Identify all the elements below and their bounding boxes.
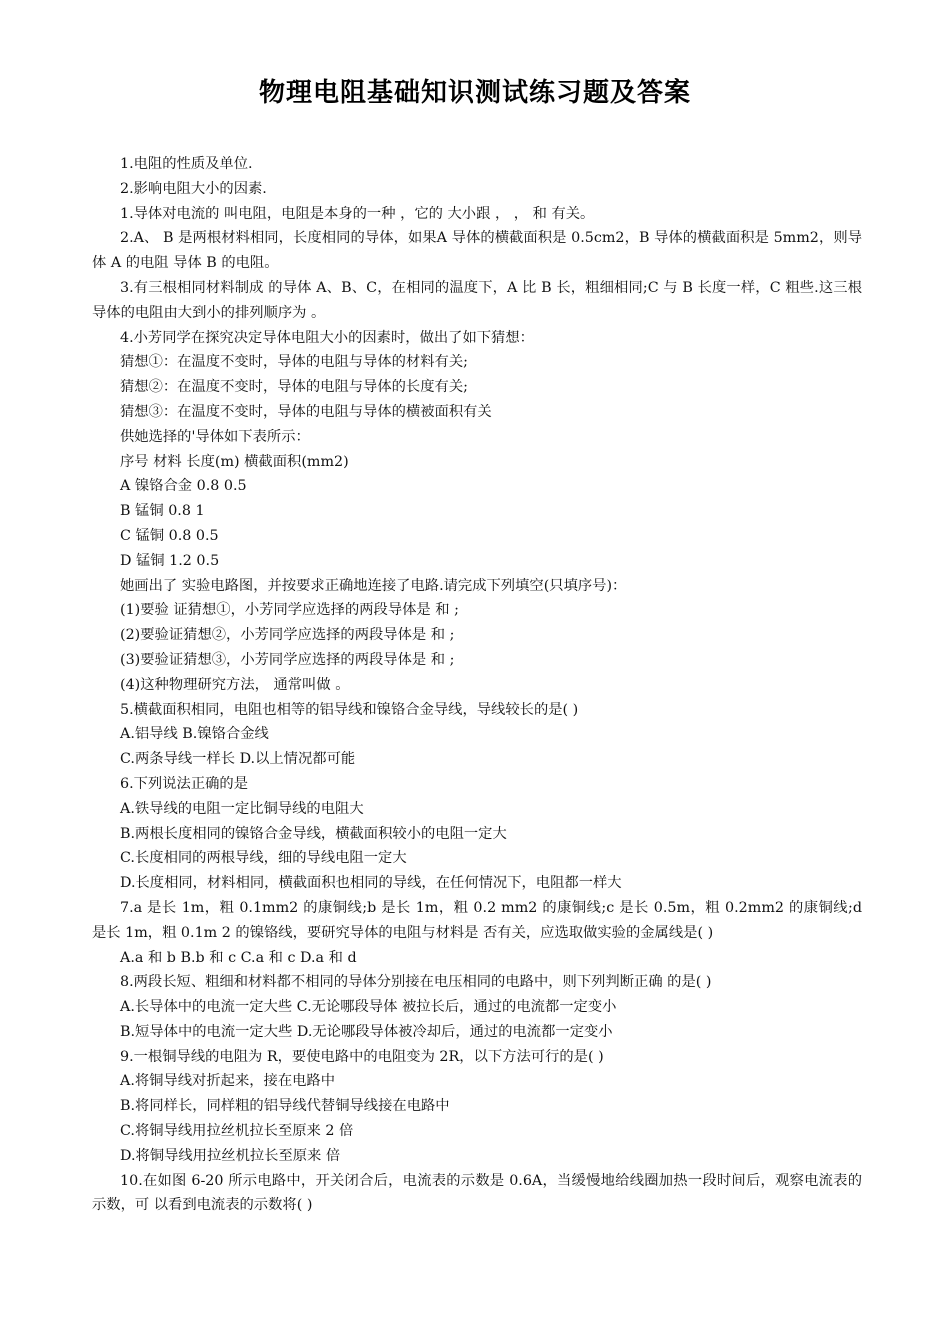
text-paragraph: 2.A、 B 是两根材料相同，长度相同的导体，如果A 导体的横截面积是 0.5cm2，B 导体的横截面积是 5mm2，则导体 A 的电阻 导体 B 的电阻。 [92,230,862,272]
document-body [92,152,862,1218]
text-line: (2)要验证猜想②，小芳同学应选择的两段导体是 和 ; [120,627,455,644]
option-line: B.短导体中的电流一定大些 D.无论哪段导体被冷却后，通过的电流都一定变小 [120,1023,613,1040]
option-line: A.铁导线的电阻一定比铜导线的电阻大 [120,800,364,817]
text-line: 她画出了 实验电路图，并按要求正确地连接了电路.请完成下列填空(只填序号)： [120,577,627,594]
option-line: C.长度相同的两根导线，细的导线电阻一定大 [120,850,407,867]
text-line: 供她选择的'导体如下表所示： [120,428,310,445]
option-line: B.将同样长，同样粗的铝导线代替铜导线接在电路中 [120,1098,450,1115]
table-row-line: D 锰铜 1.2 0.5 [120,552,220,569]
text-line: 1.电阻的性质及单位. [120,156,253,172]
question-line: 9.一根铜导线的电阻为 R，要使电路中的电阻变为 2R，以下方法可行的是( ) [120,1048,604,1065]
text-line: 猜想①：在温度不变时，导体的电阻与导体的材料有关; [120,354,468,371]
text-line: 1.导体对电流的 叫电阻，电阻是本身的一种 ，它的 大小跟 ， ， 和 有关。 [120,205,595,222]
text-paragraph: 3.有三根相同材料制成 的导体 A、B、C，在相同的温度下，A 比 B 长，粗细相同;C 与 B 长度一样，C 粗些.这三根导体的电阻由大到小的排列顺序为 。 [92,279,862,321]
table-row-line: C 锰铜 0.8 0.5 [120,527,219,544]
text-line: (3)要验证猜想③，小芳同学应选择的两段导体是 和 ; [120,651,455,668]
question-paragraph: 7.a 是长 1m，粗 0.1mm2 的康铜线;b 是长 1m，粗 0.2 mm2 的康铜线;c 是长 0.5m，粗 0.2mm2 的康铜线;d 是长 1m，粗 0.1m 2 的镍铬线，要研究导体的电阻与材料是 否有关，应选取做实验的金属线是( ) [92,899,862,941]
text-line: 猜想③：在温度不变时，导体的电阻与导体的横被面积有关 [120,403,492,420]
text-line: 4.小芳同学在探究决定导体电阻大小的因素时，做出了如下猜想： [120,329,534,346]
option-line: A.a 和 b B.b 和 c C.a 和 c D.a 和 d [120,949,357,966]
option-line: A.将铜导线对折起来，接在电路中 [120,1073,336,1090]
option-line: A.铝导线 B.镍铬合金线 [120,726,269,743]
question-line: 5.横截面积相同，电阻也相等的铝导线和镍铬合金导线，导线较长的是( ) [120,701,579,718]
question-paragraph: 10.在如图 6-20 所示电路中，开关闭合后，电流表的示数是 0.6A，当缓慢地给线圈加热一段时间后，观察电流表的示数，可 以看到电流表的示数将( ) [92,1172,862,1214]
text-line: (4)这种物理研究方法， 通常叫做 。 [120,676,350,693]
document-title: 物理电阻基础知识测试练习题及答案 [258,78,691,108]
text-line: (1)要验 证猜想①，小芳同学应选择的两段导体是 和 ; [120,602,459,619]
option-line: D.将铜导线用拉丝机拉长至原来 倍 [120,1147,341,1164]
option-line: D.长度相同，材料相同，横截面积也相同的导线，在任何情况下，电阻都一样大 [120,875,622,892]
question-line: 8.两段长短、粗细和材料都不相同的导体分别接在电压相同的电路中，则下列判断正确 的是( ) [120,974,712,991]
table-header-line: 序号 材料 长度(m) 横截面积(mm2) [120,453,349,470]
option-line: C.两条导线一样长 D.以上情况都可能 [120,751,356,768]
question-line: 6.下列说法正确的是 [120,775,249,792]
text-line: 猜想②：在温度不变时，导体的电阻与导体的长度有关; [120,379,468,396]
text-line: 2.影响电阻大小的因素. [120,180,267,197]
option-line: A.长导体中的电流一定大些 C.无论哪段导体 被拉长后，通过的电流都一定变小 [120,999,617,1016]
option-line: B.两根长度相同的镍铬合金导线，横截面积较小的电阻一定大 [120,825,507,842]
option-line: C.将铜导线用拉丝机拉长至原来 2 倍 [120,1123,354,1140]
table-row-line: A 镍铬合金 0.8 0.5 [120,478,247,495]
table-row-line: B 锰铜 0.8 1 [120,503,205,520]
